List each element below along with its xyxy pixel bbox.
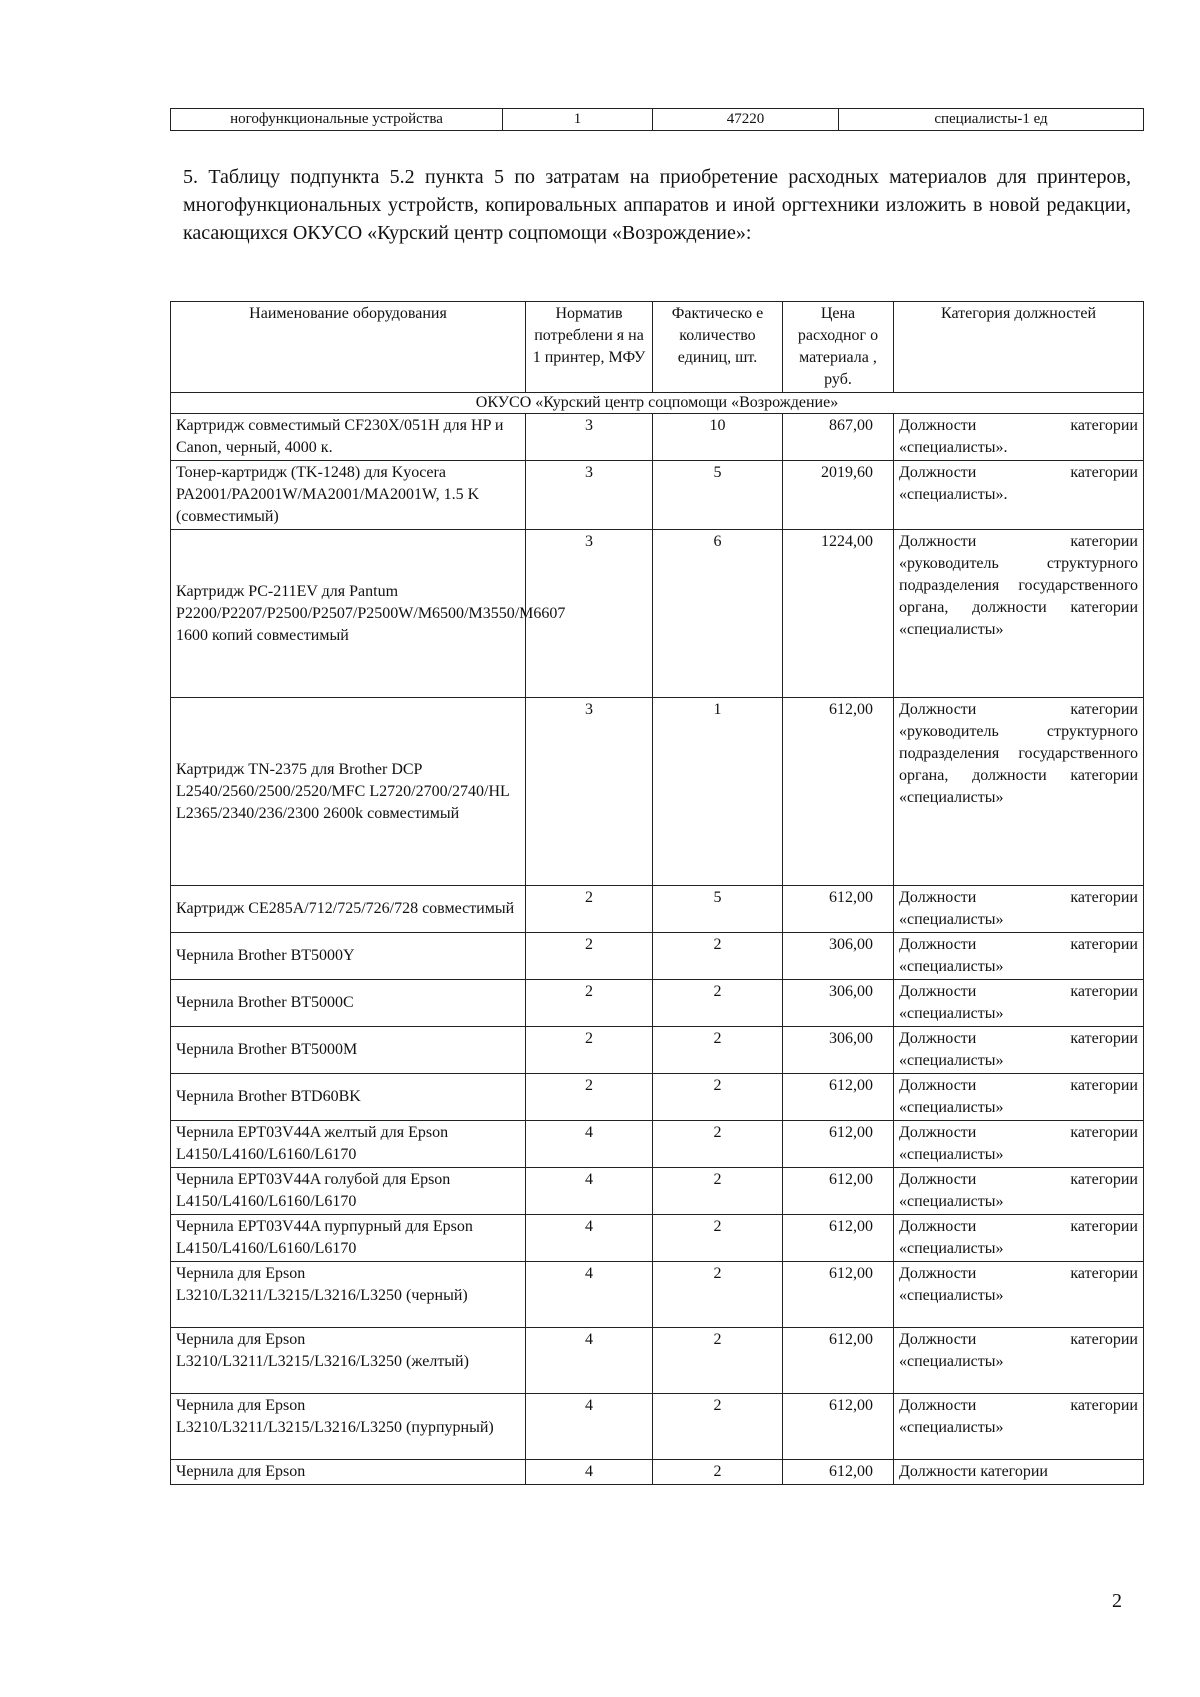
cell-name: Чернила Brother BT5000C (171, 980, 526, 1027)
header-norm: Норматив потреблени я на 1 принтер, МФУ (526, 302, 653, 393)
cell-qty: 2 (653, 933, 783, 980)
page-number: 2 (1112, 1590, 1122, 1612)
paragraph-text: 5. Таблицу подпункта 5.2 пункта 5 по затратам на приобретение расходных материалов для принтеров, многофункциональных устройств, копировальных аппаратов и иной оргтехники изложить в новой редакции, касающихся ОКУСО «Курский центр соцпомощи «Возрождение»: (183, 166, 1131, 244)
cell-qty: 2 (653, 1168, 783, 1215)
cell-price: 612,00 (783, 1168, 894, 1215)
cell-qty: 5 (653, 461, 783, 530)
cell-norm: 4 (526, 1262, 653, 1328)
table-row (171, 530, 1144, 698)
cell-norm: 1 (503, 109, 653, 131)
table-row (171, 1394, 1144, 1460)
cell-qty: 2 (653, 1328, 783, 1394)
cell-category: Должности категории «руководитель структурного подразделения государственного органа, должности категории «специалисты» (894, 698, 1144, 886)
table-row (171, 1121, 1144, 1168)
cell-norm: 3 (526, 461, 653, 530)
cell-category: Должности категории «специалисты» (894, 933, 1144, 980)
cell-qty: 10 (653, 414, 783, 461)
cell-norm: 4 (526, 1394, 653, 1460)
group-title: ОКУСО «Курский центр соцпомощи «Возрождение» (171, 393, 1144, 414)
cell-category: Должности категории «специалисты» (894, 980, 1144, 1027)
cell-norm: 4 (526, 1460, 653, 1485)
cell-category: Должности категории «специалисты» (894, 1168, 1144, 1215)
header-category: Категория должностей (894, 302, 1144, 393)
cell-category: Должности категории «специалисты». (894, 461, 1144, 530)
cell-name: Чернила Brother BT5000Y (171, 933, 526, 980)
cell-norm: 2 (526, 886, 653, 933)
cell-price: 612,00 (783, 886, 894, 933)
cell-price: 306,00 (783, 933, 894, 980)
cell-name: Чернила для Epson L3210/L3211/L3215/L3216/L3250 (пурпурный) (171, 1394, 526, 1460)
header-price: Цена расходног о материала , руб. (783, 302, 894, 393)
cell-name: Тонер-картридж (TK-1248) для Kyocera PA2001/PA2001W/MA2001/MA2001W, 1.5 K (совместимый) (171, 461, 526, 530)
cell-norm: 3 (526, 414, 653, 461)
table-row (171, 698, 1144, 886)
cell-price: 612,00 (783, 1074, 894, 1121)
cell-name: Чернила для Epson (171, 1460, 526, 1485)
table-row (171, 1168, 1144, 1215)
cell-qty: 2 (653, 980, 783, 1027)
cell-norm: 2 (526, 980, 653, 1027)
cell-qty: 2 (653, 1460, 783, 1485)
table-row (171, 933, 1144, 980)
consumables-table (170, 301, 1144, 1485)
cell-qty: 2 (653, 1262, 783, 1328)
cell-name: Чернила Brother BT5000M (171, 1027, 526, 1074)
table-row (171, 980, 1144, 1027)
cell-category: специалисты-1 ед (839, 109, 1144, 131)
group-row (171, 393, 1144, 414)
cell-name: ногофункциональные устройства (171, 109, 503, 131)
table-row (171, 1074, 1144, 1121)
cell-price: 867,00 (783, 414, 894, 461)
table-row (171, 1262, 1144, 1328)
cell-norm: 4 (526, 1121, 653, 1168)
table-row (171, 886, 1144, 933)
cell-price: 612,00 (783, 1460, 894, 1485)
cell-price: 306,00 (783, 1027, 894, 1074)
cell-category: Должности категории «специалисты». (894, 414, 1144, 461)
cell-norm: 4 (526, 1215, 653, 1262)
cell-name: Чернила EPT03V44A голубой для Epson L4150/L4160/L6160/L6170 (171, 1168, 526, 1215)
table-row (171, 1027, 1144, 1074)
cell-name: Картридж совместимый CF230X/051H для HP и Canon, черный, 4000 к. (171, 414, 526, 461)
cell-norm: 4 (526, 1168, 653, 1215)
table-header-row (171, 302, 1144, 393)
cell-norm: 2 (526, 933, 653, 980)
cell-name: Картридж TN-2375 для Brother DCP L2540/2560/2500/2520/MFC L2720/2700/2740/HL L2365/2340/236/2300 2600k совместимый (171, 698, 526, 886)
cell-norm: 2 (526, 1027, 653, 1074)
cell-category: Должности категории «руководитель структурного подразделения государственного органа, должности категории «специалисты» (894, 530, 1144, 698)
cell-category: Должности категории (894, 1460, 1144, 1485)
cell-qty: 2 (653, 1121, 783, 1168)
amendment-paragraph (183, 163, 1131, 247)
cell-norm: 4 (526, 1328, 653, 1394)
cell-price: 612,00 (783, 1328, 894, 1394)
cell-qty: 2 (653, 1215, 783, 1262)
cell-price: 612,00 (783, 1394, 894, 1460)
cell-name: Чернила EPT03V44A пурпурный для Epson L4150/L4160/L6160/L6170 (171, 1215, 526, 1262)
cell-price: 47220 (653, 109, 839, 131)
cell-norm: 3 (526, 530, 653, 698)
cell-category: Должности категории «специалисты» (894, 1074, 1144, 1121)
cell-name: Картридж CE285A/712/725/726/728 совместимый (171, 886, 526, 933)
cell-qty: 2 (653, 1074, 783, 1121)
table-row (171, 1215, 1144, 1262)
cell-category: Должности категории «специалисты» (894, 1121, 1144, 1168)
cell-name: Чернила для Epson L3210/L3211/L3215/L3216/L3250 (черный) (171, 1262, 526, 1328)
cell-price: 306,00 (783, 980, 894, 1027)
cell-price: 2019,60 (783, 461, 894, 530)
cell-name: Картридж PC-211EV для Pantum P2200/P2207/P2500/P2507/P2500W/M6500/M3550/M6607 1600 копий совместимый (171, 530, 526, 698)
table-row (171, 461, 1144, 530)
cell-qty: 2 (653, 1394, 783, 1460)
cell-price: 612,00 (783, 1121, 894, 1168)
cell-price: 1224,00 (783, 530, 894, 698)
cell-qty: 1 (653, 698, 783, 886)
previous-table-fragment (170, 108, 1144, 131)
cell-qty: 5 (653, 886, 783, 933)
cell-price: 612,00 (783, 698, 894, 886)
cell-norm: 2 (526, 1074, 653, 1121)
table-row (171, 109, 1144, 131)
cell-category: Должности категории «специалисты» (894, 1328, 1144, 1394)
cell-qty: 2 (653, 1027, 783, 1074)
cell-category: Должности категории «специалисты» (894, 1262, 1144, 1328)
cell-name: Чернила для Epson L3210/L3211/L3215/L3216/L3250 (желтый) (171, 1328, 526, 1394)
cell-name: Чернила EPT03V44A желтый для Epson L4150/L4160/L6160/L6170 (171, 1121, 526, 1168)
table-row (171, 1460, 1144, 1485)
header-qty: Фактическо е количество единиц, шт. (653, 302, 783, 393)
table-row (171, 414, 1144, 461)
cell-category: Должности категории «специалисты» (894, 1394, 1144, 1460)
cell-price: 612,00 (783, 1215, 894, 1262)
cell-category: Должности категории «специалисты» (894, 1215, 1144, 1262)
cell-category: Должности категории «специалисты» (894, 1027, 1144, 1074)
header-name: Наименование оборудования (171, 302, 526, 393)
cell-norm: 3 (526, 698, 653, 886)
cell-qty: 6 (653, 530, 783, 698)
cell-name: Чернила Brother BTD60BK (171, 1074, 526, 1121)
cell-price: 612,00 (783, 1262, 894, 1328)
table-row (171, 1328, 1144, 1394)
cell-category: Должности категории «специалисты» (894, 886, 1144, 933)
